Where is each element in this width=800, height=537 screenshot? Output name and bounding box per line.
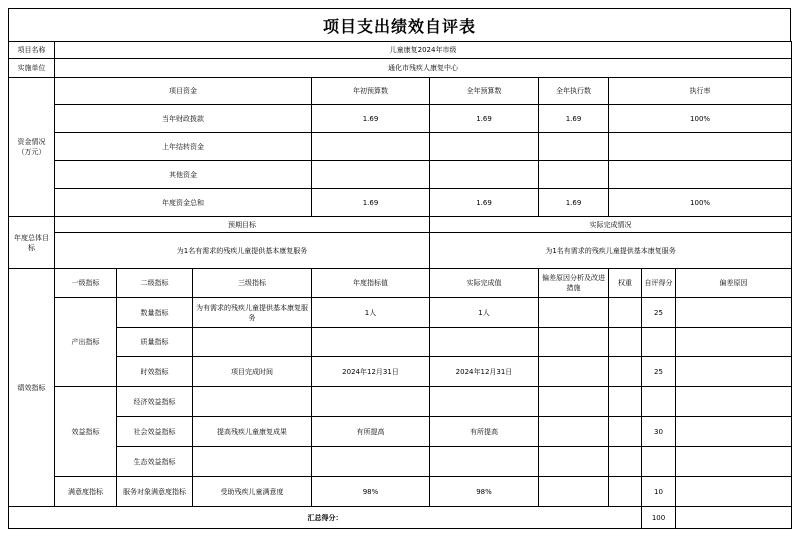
indicator-target — [312, 328, 430, 357]
indicator-row — [9, 387, 792, 417]
perf-header-level3: 三级指标 — [193, 269, 312, 298]
funds-header-executed: 全年执行数 — [539, 78, 609, 105]
funds-header-annual: 全年预算数 — [430, 78, 539, 105]
funds-header-row — [9, 78, 792, 105]
perf-header-target: 年度指标值 — [312, 269, 430, 298]
fund-initial: 1.69 — [312, 189, 430, 217]
indicator-target: 98% — [312, 477, 430, 507]
implementing-unit-row — [9, 59, 792, 78]
indicator-weight — [609, 447, 642, 477]
goal-content-row — [9, 233, 792, 269]
fund-name: 年度资金总和 — [55, 189, 312, 217]
total-score-label: 汇总得分： — [9, 507, 642, 529]
indicator-row — [9, 447, 792, 477]
fund-name: 其他资金 — [55, 161, 312, 189]
goal-actual: 为1名有需求的残疾儿童提供基本康复服务 — [430, 233, 792, 269]
indicator-analysis — [539, 357, 609, 387]
indicator-reason — [676, 328, 792, 357]
indicator-level3: 项目完成时间 — [193, 357, 312, 387]
indicator-actual: 98% — [430, 477, 539, 507]
indicator-reason — [676, 357, 792, 387]
indicator-target: 2024年12月31日 — [312, 357, 430, 387]
total-blank-cell — [676, 507, 792, 529]
perf-header-score: 自评得分 — [642, 269, 676, 298]
indicator-level2: 数量指标 — [117, 298, 193, 328]
funds-header-rate: 执行率 — [609, 78, 792, 105]
funds-row — [9, 105, 792, 133]
indicator-reason — [676, 298, 792, 328]
fund-executed — [539, 133, 609, 161]
indicator-target: 有所提高 — [312, 417, 430, 447]
indicator-actual — [430, 387, 539, 417]
indicator-level2: 服务对象满意度指标 — [117, 477, 193, 507]
funds-row — [9, 133, 792, 161]
performance-section-label: 绩效指标 — [9, 269, 55, 507]
indicator-row — [9, 298, 792, 328]
total-score-value: 100 — [642, 507, 676, 529]
indicator-score: 30 — [642, 417, 676, 447]
indicator-analysis — [539, 328, 609, 357]
indicator-actual: 有所提高 — [430, 417, 539, 447]
indicator-reason — [676, 387, 792, 417]
indicator-score: 25 — [642, 298, 676, 328]
indicator-analysis — [539, 298, 609, 328]
indicator-analysis — [539, 477, 609, 507]
project-name-value: 儿童康复2024年市级 — [55, 42, 792, 59]
fund-executed: 1.69 — [539, 105, 609, 133]
implementing-unit-label: 实施单位 — [9, 59, 55, 78]
indicator-actual — [430, 328, 539, 357]
benefit-indicator-label: 效益指标 — [55, 387, 117, 477]
indicator-score: 25 — [642, 357, 676, 387]
indicator-target: 1人 — [312, 298, 430, 328]
fund-executed: 1.69 — [539, 189, 609, 217]
goal-expected: 为1名有需求的残疾儿童提供基本康复服务 — [55, 233, 430, 269]
indicator-level2: 社会效益指标 — [117, 417, 193, 447]
goal-actual-header: 实际完成情况 — [430, 217, 792, 233]
indicator-score — [642, 328, 676, 357]
performance-header-row — [9, 269, 792, 298]
funds-header-name: 项目资金 — [55, 78, 312, 105]
indicator-actual: 1人 — [430, 298, 539, 328]
project-name-row — [9, 42, 792, 59]
goal-section-label: 年度总体目标 — [9, 217, 55, 269]
indicator-row — [9, 357, 792, 387]
fund-initial — [312, 161, 430, 189]
indicator-row — [9, 417, 792, 447]
fund-annual: 1.69 — [430, 105, 539, 133]
implementing-unit-value: 通化市残疾人康复中心 — [55, 59, 792, 78]
goal-header-row — [9, 217, 792, 233]
fund-initial: 1.69 — [312, 105, 430, 133]
indicator-target — [312, 447, 430, 477]
indicator-level2: 生态效益指标 — [117, 447, 193, 477]
funds-header-initial: 年初预算数 — [312, 78, 430, 105]
fund-annual — [430, 133, 539, 161]
perf-header-weight: 权重 — [609, 269, 642, 298]
indicator-weight — [609, 298, 642, 328]
output-indicator-label: 产出指标 — [55, 298, 117, 387]
indicator-level3: 提高残疾儿童康复成果 — [193, 417, 312, 447]
perf-header-actual: 实际完成值 — [430, 269, 539, 298]
indicator-score — [642, 387, 676, 417]
indicator-analysis — [539, 417, 609, 447]
indicator-weight — [609, 357, 642, 387]
indicator-level3 — [193, 328, 312, 357]
indicator-score: 10 — [642, 477, 676, 507]
fund-name: 当年财政拨款 — [55, 105, 312, 133]
fund-initial — [312, 133, 430, 161]
indicator-weight — [609, 387, 642, 417]
satisfaction-indicator-label: 满意度指标 — [55, 477, 117, 507]
evaluation-table — [8, 41, 792, 529]
indicator-weight — [609, 477, 642, 507]
goal-expected-header: 预期目标 — [55, 217, 430, 233]
fund-executed — [539, 161, 609, 189]
indicator-reason — [676, 417, 792, 447]
indicator-level2: 时效指标 — [117, 357, 193, 387]
perf-header-reason: 偏差原因 — [676, 269, 792, 298]
funds-row — [9, 189, 792, 217]
fund-rate: 100% — [609, 105, 792, 133]
indicator-row — [9, 328, 792, 357]
funds-row — [9, 161, 792, 189]
indicator-level3: 为有需求的残疾儿童提供基本康复服务 — [193, 298, 312, 328]
indicator-reason — [676, 447, 792, 477]
indicator-level3 — [193, 447, 312, 477]
fund-rate — [609, 133, 792, 161]
fund-rate: 100% — [609, 189, 792, 217]
indicator-score — [642, 447, 676, 477]
perf-header-level2: 二级指标 — [117, 269, 193, 298]
perf-header-analysis: 偏差原因分析及改进措施 — [539, 269, 609, 298]
indicator-analysis — [539, 447, 609, 477]
funds-section-label: 资金情况（万元） — [9, 78, 55, 217]
project-name-label: 项目名称 — [9, 42, 55, 59]
indicator-level3 — [193, 387, 312, 417]
fund-annual — [430, 161, 539, 189]
indicator-weight — [609, 417, 642, 447]
fund-name: 上年结转资金 — [55, 133, 312, 161]
fund-rate — [609, 161, 792, 189]
indicator-reason — [676, 477, 792, 507]
fund-annual: 1.69 — [430, 189, 539, 217]
indicator-level3: 受助残疾儿童满意度 — [193, 477, 312, 507]
indicator-row — [9, 477, 792, 507]
total-row — [9, 507, 792, 529]
indicator-actual: 2024年12月31日 — [430, 357, 539, 387]
perf-header-level1: 一级指标 — [55, 269, 117, 298]
indicator-level2: 经济效益指标 — [117, 387, 193, 417]
indicator-level2: 质量指标 — [117, 328, 193, 357]
indicator-target — [312, 387, 430, 417]
form-title: 项目支出绩效自评表 — [8, 8, 791, 42]
indicator-weight — [609, 328, 642, 357]
indicator-actual — [430, 447, 539, 477]
indicator-analysis — [539, 387, 609, 417]
